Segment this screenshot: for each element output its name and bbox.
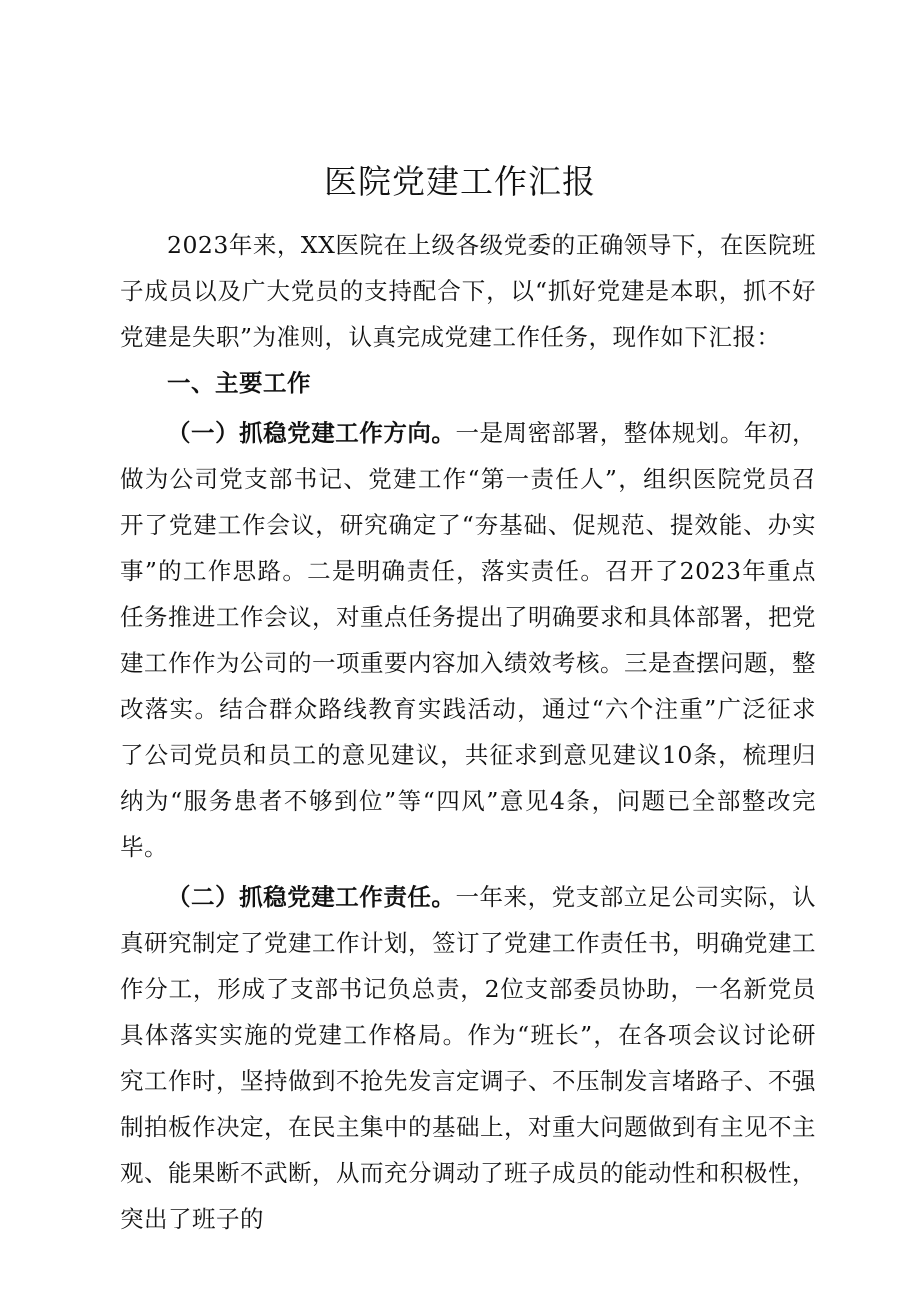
subsection-paragraph-responsibility <box>120 874 816 1242</box>
subsection-heading-responsibility: （二）抓稳党建工作责任。 <box>167 883 456 911</box>
intro-paragraph: 2023年来，XX医院在上级各级党委的正确领导下，在医院班子成员以及广大党员的支持配合下，以“抓好党建是本职，抓不好党建是失职”为准则，认真完成党建工作任务，现作如下汇报： <box>120 231 816 351</box>
subsection-paragraph-direction <box>120 410 816 870</box>
document-title: 医院党建工作汇报 <box>324 162 596 201</box>
subsection-text-direction: 一是周密部署，整体规划。年初，做为公司党支部书记、党建工作“第一责任人”，组织医院党员召开了党建工作会议，研究确定了“夯基础、促规范、提效能、办实事”的工作思路。二是明确责任，落实责任。召开了2023年重点任务推进工作会议，对重点任务提出了明确要求和具体部署，把党建工作作为公司的一项重要内容加入绩效考核。三是查摆问题，整改落实。结合群众路线教育实践活动，通过“六个注重”广泛征求了公司党员和员工的意见建议，共征求到意见建议10条，梳理归纳为“服务患者不够到位”等“四风”意见4条，问题已全部整改完毕。 <box>120 419 817 861</box>
subsection-heading-direction: （一）抓稳党建工作方向。 <box>167 419 456 447</box>
section-heading-main-work: 一、主要工作 <box>167 369 311 397</box>
document-body <box>120 222 816 1242</box>
subsection-text-responsibility: 一年来，党支部立足公司实际，认真研究制定了党建工作计划，签订了党建工作责任书，明确党建工作分工，形成了支部书记负总责，2位支部委员协助，一名新党员具体落实实施的党建工作格局。作为“班长”，在各项会议讨论研究工作时，坚持做到不抢先发言定调子、不压制发言堵路子、不强制拍板作决定，在民主集中的基础上，对重大问题做到有主见不主观、能果断不武断，从而充分调动了班子成员的能动性和积极性，突出了班子的 <box>120 883 817 1233</box>
